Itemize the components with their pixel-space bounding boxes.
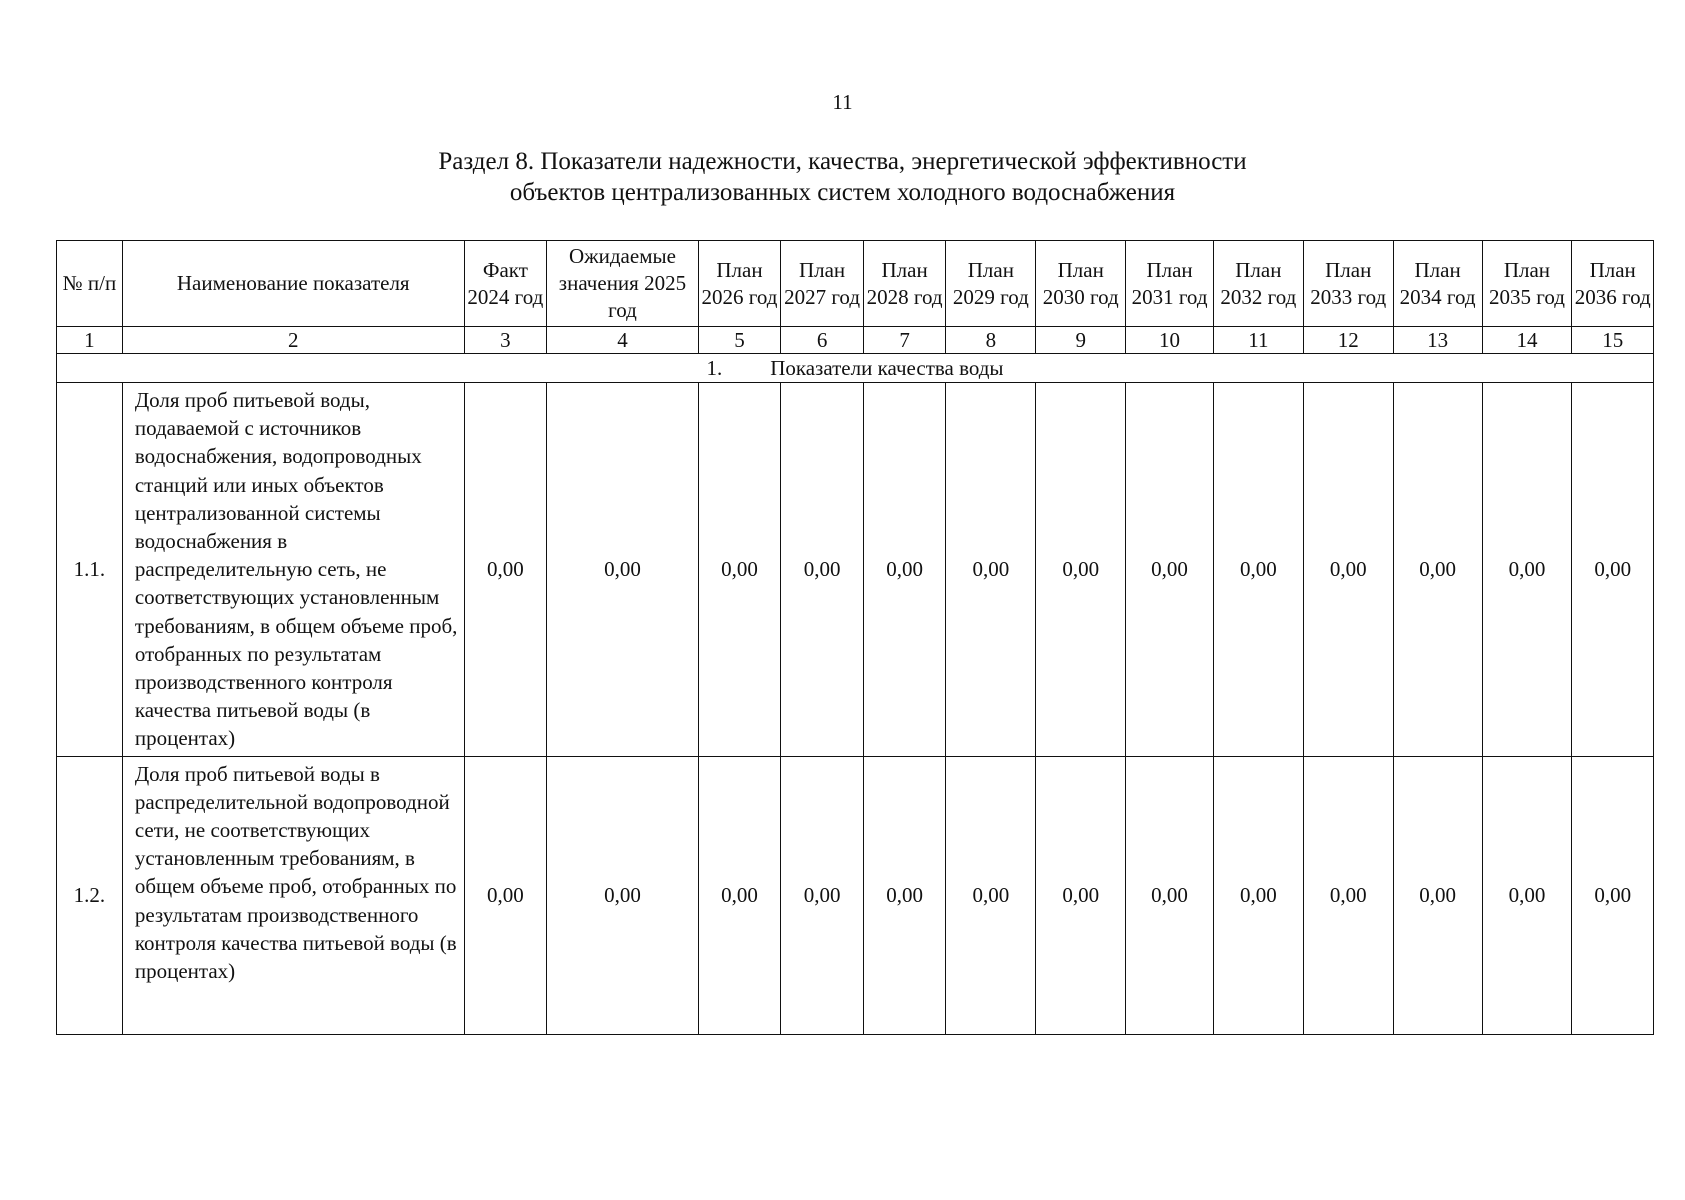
value-cell: 0,00 (946, 383, 1036, 757)
table-row (57, 383, 1654, 757)
value-cell: 0,00 (1213, 383, 1303, 757)
value-cell: 0,00 (464, 756, 547, 1034)
header-cell: План 2035 год (1482, 241, 1572, 327)
column-number: 10 (1126, 327, 1214, 354)
column-number: 1 (57, 327, 123, 354)
header-cell: План 2031 год (1126, 241, 1214, 327)
value-cell: 0,00 (781, 756, 864, 1034)
column-number: 2 (122, 327, 464, 354)
value-cell: 0,00 (698, 383, 781, 757)
section-title (0, 146, 1685, 208)
value-cell: 0,00 (946, 756, 1036, 1034)
column-number: 6 (781, 327, 864, 354)
header-cell: Факт 2024 год (464, 241, 547, 327)
value-cell: 0,00 (1393, 756, 1482, 1034)
column-number: 9 (1036, 327, 1126, 354)
section-title-line-2: объектов централизованных систем холодного водоснабжения (509, 179, 1176, 206)
column-number: 5 (698, 327, 781, 354)
header-cell: № п/п (57, 241, 123, 327)
column-number: 3 (464, 327, 547, 354)
column-number: 13 (1393, 327, 1482, 354)
section-title-line-1: Раздел 8. Показатели надежности, качества, энергетической эффективности (438, 148, 1247, 175)
value-cell: 0,00 (1036, 756, 1126, 1034)
value-cell: 0,00 (547, 383, 699, 757)
value-cell: 0,00 (863, 756, 946, 1034)
value-cell: 0,00 (1572, 756, 1654, 1034)
indicator-name: Доля проб питьевой воды в распределительной водопроводной сети, не соответствующих установленным требованиям, в общем объеме проб, отобранных по результатам производственного контроля качества питьевой воды (в процентах) (122, 756, 464, 1034)
header-cell: План 2032 год (1213, 241, 1303, 327)
column-number: 7 (863, 327, 946, 354)
section-heading (57, 354, 1654, 383)
section-number: 1. (706, 356, 723, 380)
column-number: 8 (946, 327, 1036, 354)
section-label: Показатели качества воды (770, 356, 1004, 380)
column-number-row (57, 327, 1654, 354)
header-cell: План 2030 год (1036, 241, 1126, 327)
header-cell: План 2028 год (863, 241, 946, 327)
value-cell: 0,00 (1213, 756, 1303, 1034)
column-number: 12 (1303, 327, 1393, 354)
value-cell: 0,00 (781, 383, 864, 757)
value-cell: 0,00 (698, 756, 781, 1034)
indicator-name: Доля проб питьевой воды, подаваемой с источников водоснабжения, водопроводных станций или иных объектов централизованной системы водоснабжения в распределительную сеть, не соответствующих установленным требованиям, в общем объеме проб, отобранных по результатам производственного контроля качества питьевой воды (в процентах) (122, 383, 464, 757)
value-cell: 0,00 (1303, 383, 1393, 757)
row-number: 1.2. (57, 756, 123, 1034)
page-number: 11 (832, 90, 853, 114)
value-cell: 0,00 (464, 383, 547, 757)
header-cell: План 2036 год (1572, 241, 1654, 327)
indicators-table (56, 240, 1654, 1035)
header-cell: План 2034 год (1393, 241, 1482, 327)
column-number: 4 (547, 327, 699, 354)
header-cell: План 2029 год (946, 241, 1036, 327)
value-cell: 0,00 (863, 383, 946, 757)
value-cell: 0,00 (1126, 756, 1214, 1034)
value-cell: 0,00 (1303, 756, 1393, 1034)
header-cell: План 2027 год (781, 241, 864, 327)
value-cell: 0,00 (1126, 383, 1214, 757)
header-cell: Наименование показателя (122, 241, 464, 327)
header-row (57, 241, 1654, 327)
section-row (57, 354, 1654, 383)
value-cell: 0,00 (1572, 383, 1654, 757)
value-cell: 0,00 (1482, 756, 1572, 1034)
table-row (57, 756, 1654, 1034)
row-number: 1.1. (57, 383, 123, 757)
value-cell: 0,00 (1482, 383, 1572, 757)
column-number: 15 (1572, 327, 1654, 354)
header-cell: Ожидаемые значения 2025 год (547, 241, 699, 327)
value-cell: 0,00 (547, 756, 699, 1034)
column-number: 14 (1482, 327, 1572, 354)
value-cell: 0,00 (1393, 383, 1482, 757)
header-cell: План 2033 год (1303, 241, 1393, 327)
header-cell: План 2026 год (698, 241, 781, 327)
column-number: 11 (1213, 327, 1303, 354)
value-cell: 0,00 (1036, 383, 1126, 757)
